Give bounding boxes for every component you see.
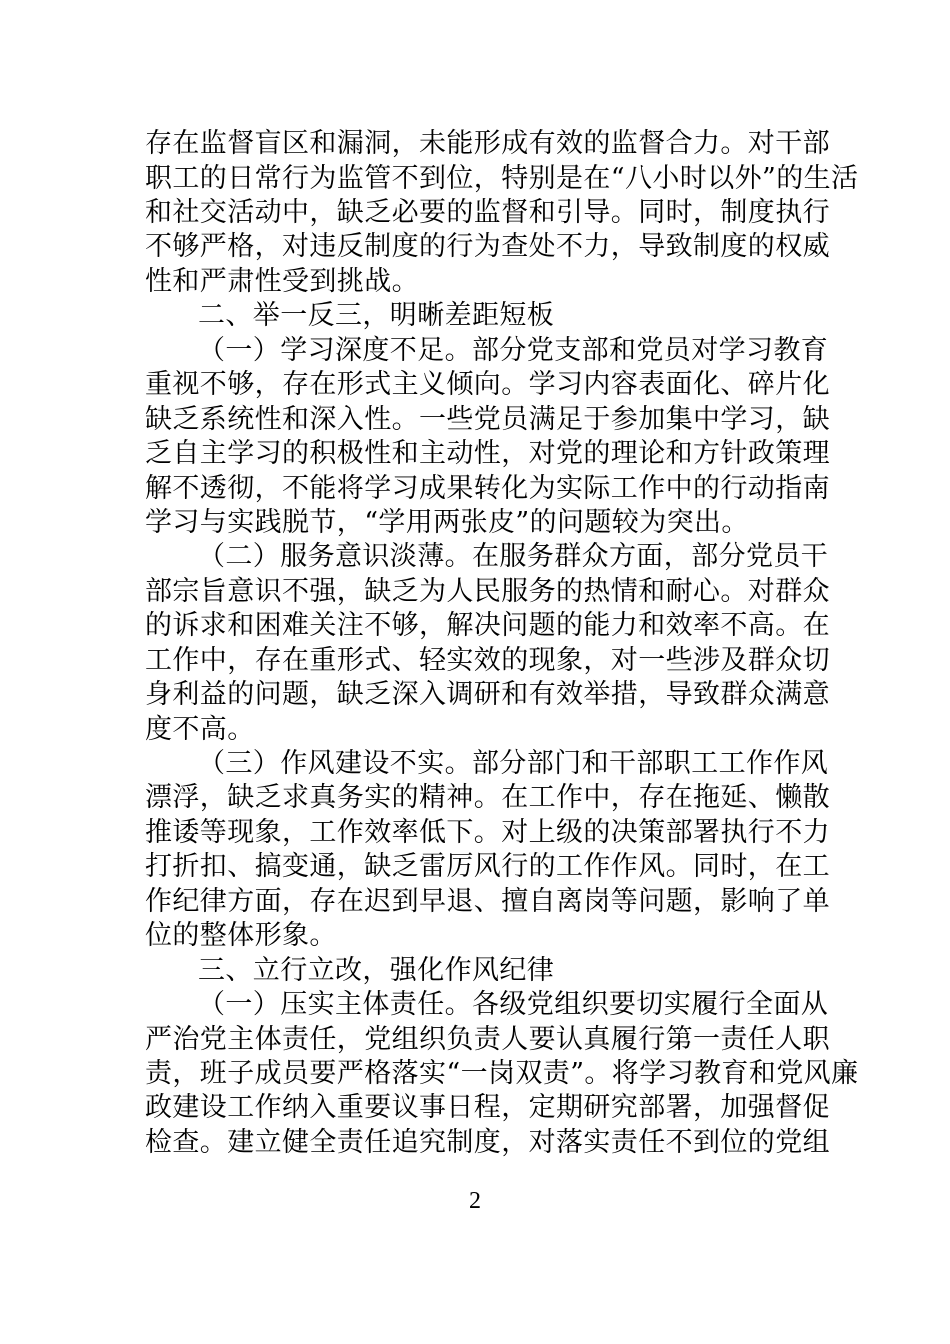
body-line: 不够严格，对违反制度的行为查处不力，导致制度的权威 — [145, 231, 830, 262]
paragraph-first-line: （一）压实主体责任。各级党组织要切实履行全面从 — [198, 989, 829, 1020]
body-line: 解不透彻，不能将学习成果转化为实际工作中的行动指南 — [145, 473, 830, 504]
body-line: 检查。建立健全责任追究制度，对落实责任不到位的党组 — [145, 1127, 830, 1158]
body-line: 乏自主学习的积极性和主动性，对党的理论和方针政策理 — [145, 438, 830, 469]
page-number: 2 — [469, 1188, 481, 1214]
body-line: 性和严肃性受到挑战。 — [145, 266, 419, 297]
body-line: 打折扣、搞变通，缺乏雷厉风行的工作作风。同时，在工 — [145, 851, 830, 882]
paragraph-first-line: （一）学习深度不足。部分党支部和党员对学习教育 — [198, 335, 829, 366]
body-line: 政建设工作纳入重要议事日程，定期研究部署，加强督促 — [145, 1092, 830, 1123]
body-line: 存在监督盲区和漏洞，未能形成有效的监督合力。对干部 — [145, 128, 830, 159]
body-line: 重视不够，存在形式主义倾向。学习内容表面化、碎片化 — [145, 369, 830, 400]
body-line: 漂浮，缺乏求真务实的精神。在工作中，存在拖延、懒散 — [145, 782, 830, 813]
body-line: 的诉求和困难关注不够，解决问题的能力和效率不高。在 — [145, 610, 830, 641]
body-line: 严治党主体责任，党组织负责人要认真履行第一责任人职 — [145, 1024, 830, 1055]
body-line: 作纪律方面，存在迟到早退、擅自离岗等问题，影响了单 — [145, 886, 830, 917]
body-line: 推诿等现象，工作效率低下。对上级的决策部署执行不力 — [145, 817, 830, 848]
section-heading: 三、立行立改，强化作风纪律 — [198, 955, 555, 986]
body-line: 责，班子成员要严格落实“一岗双责”。将学习教育和党风廉 — [145, 1058, 859, 1089]
body-line: 身利益的问题，缺乏深入调研和有效举措，导致群众满意 — [145, 679, 830, 710]
body-line: 学习与实践脱节，“学用两张皮”的问题较为突出。 — [145, 507, 749, 538]
body-line: 位的整体形象。 — [145, 920, 337, 951]
body-line: 和社交活动中，缺乏必要的监督和引导。同时，制度执行 — [145, 197, 830, 228]
body-line: 工作中，存在重形式、轻实效的现象，对一些涉及群众切 — [145, 645, 830, 676]
paragraph-first-line: （二）服务意识淡薄。在服务群众方面，部分党员干 — [198, 541, 829, 572]
body-line: 度不高。 — [145, 714, 255, 745]
section-heading: 二、举一反三，明晰差距短板 — [198, 300, 555, 331]
body-line: 职工的日常行为监管不到位，特别是在“八小时以外”的生活 — [145, 163, 859, 194]
paragraph-first-line: （三）作风建设不实。部分部门和干部职工工作作风 — [198, 748, 829, 779]
body-line: 部宗旨意识不强，缺乏为人民服务的热情和耐心。对群众 — [145, 576, 830, 607]
body-line: 缺乏系统性和深入性。一些党员满足于参加集中学习，缺 — [145, 404, 830, 435]
